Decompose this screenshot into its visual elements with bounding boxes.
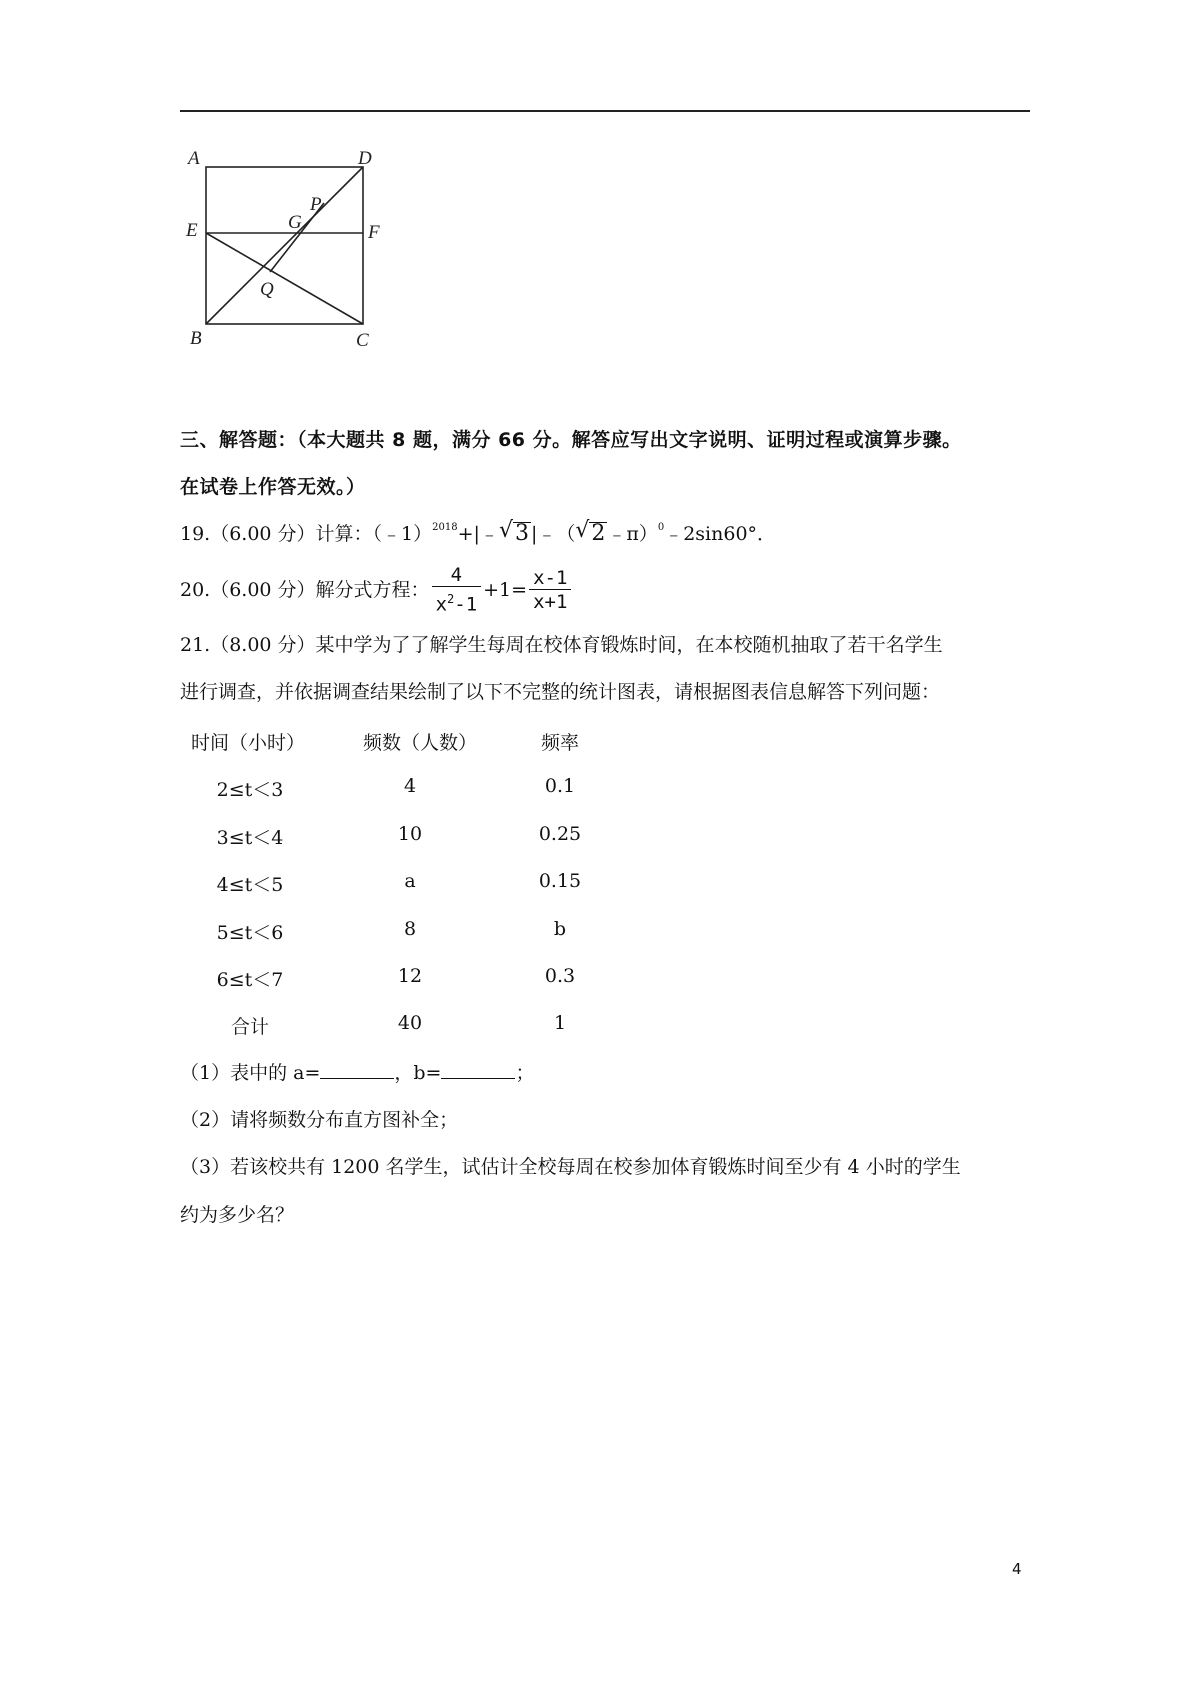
label-e: E [186,220,198,241]
table-row-4-count: 8 [403,918,417,940]
square-diagram [180,150,390,360]
table-row-4-interval: 5≤t＜6 [216,922,284,944]
label-p: P [310,194,322,215]
frac1-den-tail: -1 [454,593,478,616]
frac2-numerator: x-1 [533,566,568,589]
table-row-2-rate: 0.25 [538,823,582,845]
table-total-rate: 1 [553,1012,567,1034]
table-row-5-count: 12 [397,965,423,987]
q21-line2: 进行调查，并依据调查结果绘制了以下不完整的统计图表，请根据图表信息解答下列问题： [180,681,941,703]
diagonal-bd [206,167,363,324]
q19-part3: |﹣（ [530,523,576,545]
fraction-4-over-x2-1 [432,564,482,616]
label-b: B [190,328,202,349]
q21-sub1 [180,1060,535,1085]
question-19 [180,522,776,550]
header-rate: 频率 [540,732,579,754]
q20-prefix: 20.（6.00 分）解分式方程： [180,579,430,601]
table-row-3-rate: 0.15 [538,870,582,892]
q21-sub3-line1: （3）若该校共有 1200 名学生，试估计全校每周在校参加体育锻炼时间至少有 4 小时的学生 [180,1156,961,1178]
table-row-1-count: 4 [403,775,417,797]
label-c: C [356,330,369,351]
segment-ec [206,233,363,324]
table-row-1-interval: 2≤t＜3 [216,779,284,801]
q19-exponent: 2018 [432,522,458,533]
q19-prefix: 19.（6.00 分）计算：（﹣1） [180,523,433,545]
page-number: 4 [1012,1560,1022,1578]
table-row-3-interval: 4≤t＜5 [216,874,284,896]
table-row-1-rate: 0.1 [544,775,576,797]
question-20 [180,560,573,620]
table-row-2-count: 10 [397,823,423,845]
label-q: Q [260,279,274,300]
radicand-3: 3 [514,521,529,546]
frac1-numerator: 4 [450,563,463,586]
table-row-5-interval: 6≤t＜7 [216,969,284,991]
q19-exponent-0: 0 [657,522,665,533]
frac1-den-base: x [435,593,448,616]
q21-sub3-line2: 约为多少名？ [180,1204,295,1226]
section-heading-line1: 三、解答题：（本大题共 8 题，满分 66 分。解答应写出文字说明、证明过程或演算步骤。 [180,429,962,451]
q20-middle: +1= [483,579,528,601]
table-row-2-interval: 3≤t＜4 [216,827,284,849]
label-g: G [288,212,302,233]
fraction-x-1-over-x+1 [529,567,571,614]
sub1-a-label: （1）表中的 a= [180,1062,321,1084]
table-total-label: 合计 [230,1016,269,1038]
sub1-end: ； [515,1062,535,1084]
frac1-denominator [432,586,482,616]
header-time: 时间（小时） [190,732,305,754]
frac2-denominator: x+1 [529,589,571,614]
label-a: A [188,150,200,169]
sqrt-2 [575,522,607,546]
q19-part2: +|﹣ [457,523,499,545]
q19-part5: ﹣2sin60°． [664,523,777,545]
geometry-figure [180,150,390,360]
frac1-den-exponent: 2 [447,591,455,606]
sqrt-3 [499,522,531,546]
q21-sub2: （2）请将频数分布直方图补全； [180,1109,459,1131]
header-frequency: 频数（人数） [362,732,477,754]
q21-line1: 21.（8.00 分）某中学为了了解学生每周在校体育锻炼时间，在本校随机抽取了若干名学生 [180,634,943,656]
label-f: F [368,222,380,243]
blank-a [320,1060,394,1079]
table-row-3-count: a [404,870,416,892]
table-row-5-rate: 0.3 [544,965,576,987]
radicand-2: 2 [591,521,606,546]
blank-b [441,1060,515,1079]
sub1-b-label: ，b= [394,1062,442,1084]
label-d: D [358,150,372,169]
table-row-4-rate: b [553,918,567,940]
table-total-count: 40 [397,1012,423,1034]
q19-part4: ﹣π） [607,523,658,545]
header-rule [180,110,1030,112]
section-heading-line2: 在试卷上作答无效。） [180,476,366,498]
